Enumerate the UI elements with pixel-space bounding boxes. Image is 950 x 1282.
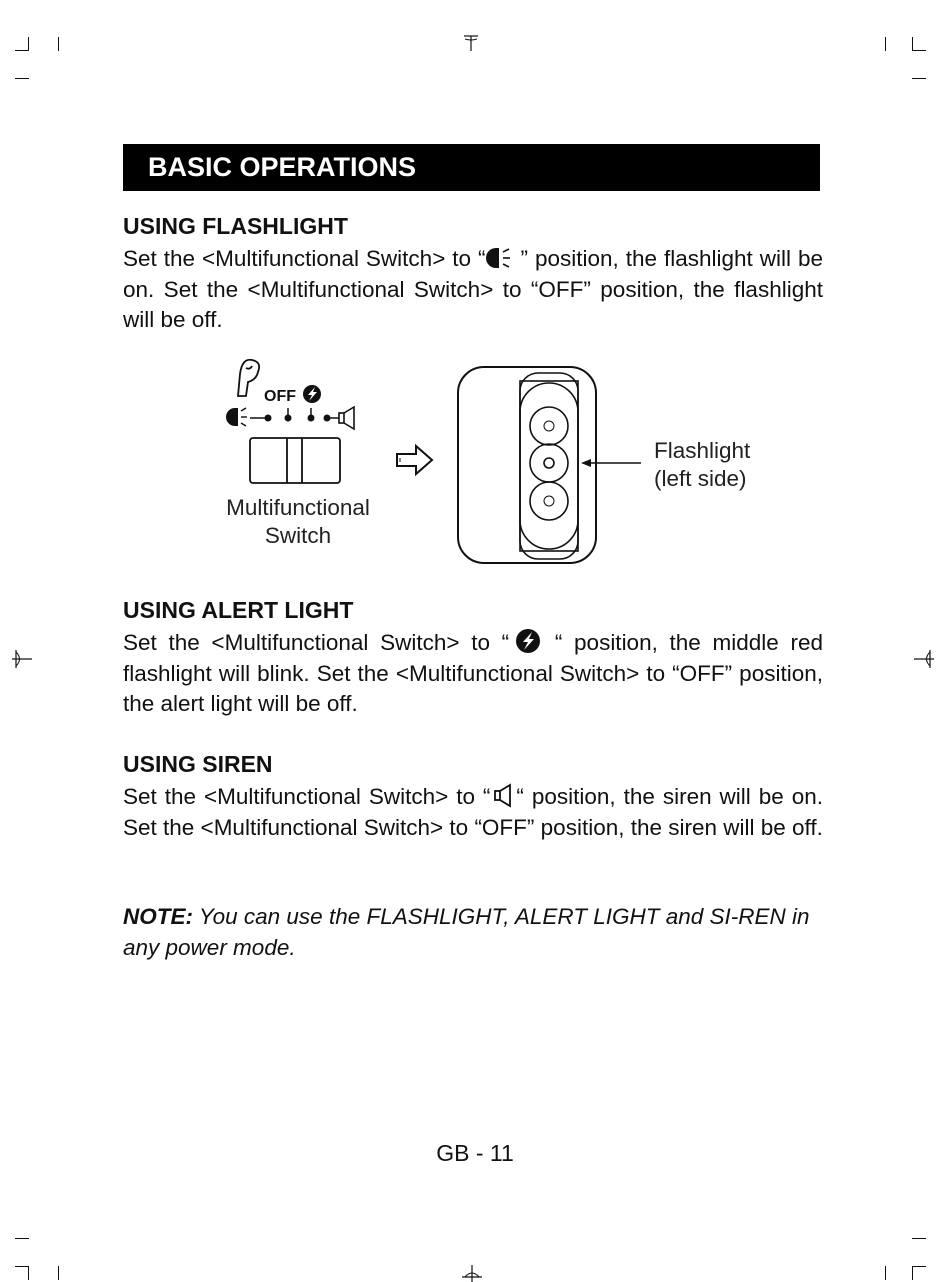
speaker-icon xyxy=(339,407,354,429)
lightning-bolt-icon xyxy=(303,385,321,403)
section-banner xyxy=(123,144,820,191)
lightning-bolt-icon xyxy=(509,628,543,654)
switch-label-line1: Multifunctional xyxy=(226,495,370,520)
callout-line1: Flashlight xyxy=(654,438,751,463)
flashlight-icon xyxy=(226,408,247,426)
alert-heading: USING ALERT LIGHT xyxy=(123,597,354,623)
off-label: OFF xyxy=(264,388,296,405)
switch-label-line2: Switch xyxy=(264,523,332,548)
right-arrow-icon xyxy=(394,443,436,477)
pointing-hand-icon xyxy=(238,360,259,396)
speaker-icon xyxy=(490,782,516,808)
alert-light-section xyxy=(123,596,823,720)
alert-text-start: Set the <Multifunctional Switch> to “ xyxy=(123,630,510,655)
note-label: NOTE: xyxy=(123,904,193,929)
alert-text-end: “ position, the middle red flashlight will blink. Set the <Multifunctional Switch> to “OFF” position, the alert light will be off. xyxy=(123,630,823,716)
banner-title: BASIC OPERATIONS xyxy=(148,152,417,182)
siren-heading: USING SIREN xyxy=(123,751,273,777)
siren-paragraph xyxy=(123,782,823,843)
flashlight-icon xyxy=(486,246,514,270)
registration-mark-right xyxy=(912,648,938,670)
alert-paragraph xyxy=(123,628,823,720)
flashlight-paragraph xyxy=(123,244,823,336)
siren-section xyxy=(123,750,823,843)
siren-text-end: “ position, the siren will be on. Set the <Multifunctional Switch> to “OFF” position, the siren will be off. xyxy=(123,784,823,840)
switch-body xyxy=(250,438,340,483)
registration-mark-top xyxy=(460,33,482,53)
callout-arrow xyxy=(578,455,644,471)
registration-mark-bottom xyxy=(460,1263,484,1282)
page-number: GB - 11 xyxy=(436,1140,514,1166)
callout-line2: (left side) xyxy=(654,466,747,491)
flashlight-section xyxy=(123,212,823,336)
note-text: You can use the FLASHLIGHT, ALERT LIGHT and SI-REN in any power mode. xyxy=(123,904,810,960)
flashlight-callout xyxy=(654,437,750,493)
switch-diagram xyxy=(224,356,364,490)
flashlight-text-start: Set the <Multifunctional Switch> to “ xyxy=(123,246,486,271)
flashlight-text-end: ” position, the flashlight will be on. Set the <Multifunctional Switch> to “OFF” position, the flashlight will be off. xyxy=(123,246,823,332)
registration-mark-left xyxy=(8,648,34,670)
switch-label xyxy=(196,494,400,550)
flashlight-heading: USING FLASHLIGHT xyxy=(123,213,348,239)
note xyxy=(123,902,823,963)
siren-text-start: Set the <Multifunctional Switch> to “ xyxy=(123,784,491,809)
